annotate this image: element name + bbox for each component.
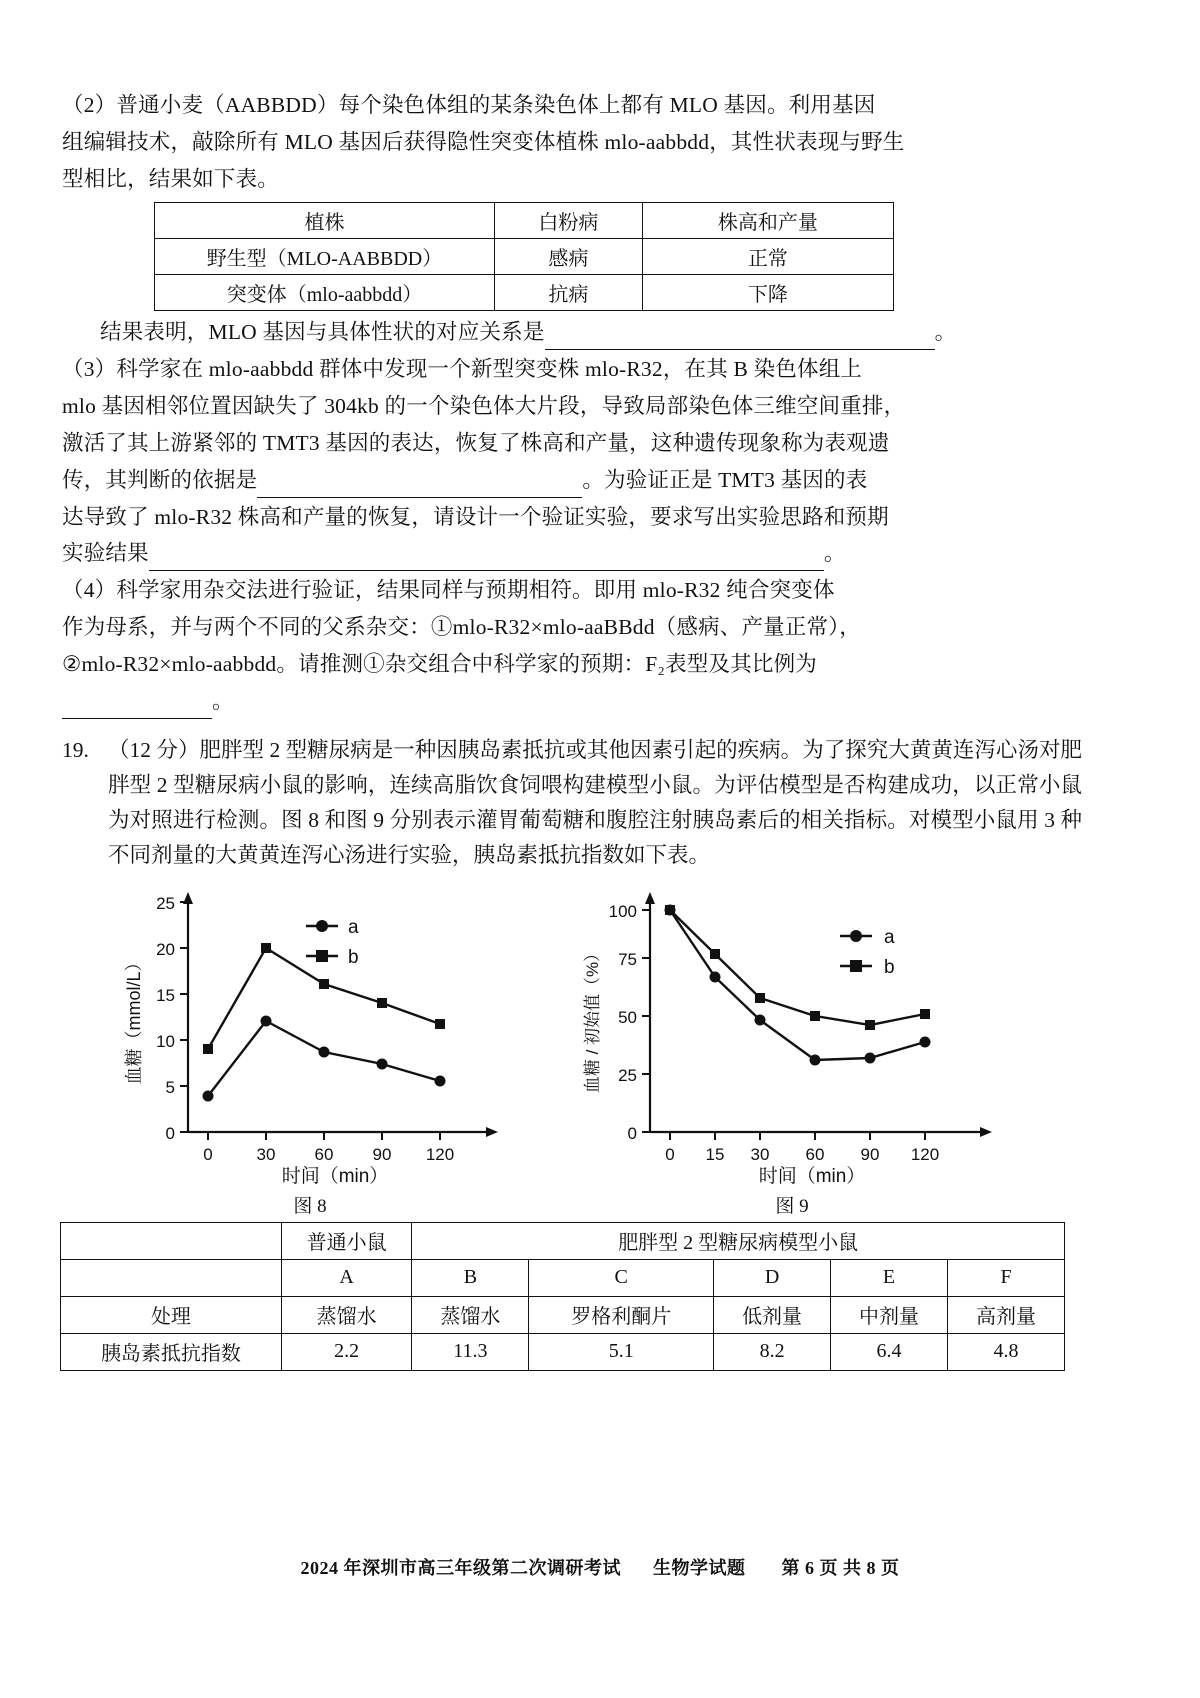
figure-9-legend xyxy=(840,927,895,978)
svg-text:0: 0 xyxy=(165,1123,175,1143)
q4-line4 xyxy=(62,684,1082,719)
svg-text:0: 0 xyxy=(665,1144,675,1164)
page-footer xyxy=(0,1554,1200,1580)
table-header-powdery: 白粉病 xyxy=(494,203,642,239)
cell-wildtype-name: 野生型（MLO-AABBDD） xyxy=(155,239,495,275)
q4-blank[interactable] xyxy=(62,695,212,719)
q2-answer-period: 。 xyxy=(934,320,957,345)
question-19-text: （12 分）肥胖型 2 型糖尿病是一种因胰岛素抵抗或其他因素引起的疾病。为了探究大黄黄连泻心汤对肥胖型 2 型糖尿病小鼠的影响，连续高脂饮食饲喂构建模型小鼠。为评估模型是否构建成功，以正常小鼠为对照进行检测。图 8 和图 9 分别表示灌胃葡萄糖和腹腔注射胰岛素后的相关指标。对模型小鼠用 3 种不同剂量的大黄黄连泻心汤进行实验，胰岛素抵抗指数如下表。 xyxy=(108,737,1082,868)
figure-8-xlabel: 时间（min） xyxy=(281,1165,389,1184)
cell-mutant-powdery: 抗病 xyxy=(494,275,642,311)
svg-text:30: 30 xyxy=(750,1144,770,1164)
cell-model-mice: 肥胖型 2 型糖尿病模型小鼠 xyxy=(412,1222,1065,1259)
q2-answer-line xyxy=(62,315,1082,350)
q3-line1 xyxy=(62,352,1082,387)
svg-text:20: 20 xyxy=(156,939,175,959)
index-f: 4.8 xyxy=(948,1333,1065,1370)
index-d: 8.2 xyxy=(714,1333,831,1370)
legend-b-label: b xyxy=(348,946,359,968)
q3-line2-text: mlo 基因相邻位置因缺失了 304kb 的一个染色体大片段，导致局部染色体三维空间重排， xyxy=(62,394,906,419)
q3-line3-text: 激活了其上游紧邻的 TMT3 基因的表达，恢复了株高和产量，这种遗传现象称为表观遗 xyxy=(62,430,890,455)
q3-line5 xyxy=(62,500,1082,535)
svg-text:15: 15 xyxy=(156,985,175,1005)
table-row xyxy=(155,239,894,275)
q3-line4 xyxy=(62,463,1082,498)
table-header-plant: 植株 xyxy=(155,203,495,239)
footer-exam-name: 2024 年深圳市高三年级第二次调研考试 xyxy=(300,1558,621,1578)
cell-letter-f: F xyxy=(948,1259,1065,1296)
table-row xyxy=(155,275,894,311)
q4-line2-text: 作为母系，并与两个不同的父系杂交：①mlo-R32×mlo-aaBBdd（感病、产量正常）， xyxy=(62,615,861,640)
svg-text:5: 5 xyxy=(165,1077,175,1097)
svg-text:75: 75 xyxy=(618,949,637,969)
q3-line4-prompt: 传，其判断的依据是 xyxy=(62,467,258,492)
q3-line6-tail: 。 xyxy=(823,541,846,566)
index-b: 11.3 xyxy=(412,1333,529,1370)
figure-8-caption: 图 8 xyxy=(293,1195,327,1217)
cell-letter-e: E xyxy=(831,1259,948,1296)
svg-text:60: 60 xyxy=(805,1144,825,1164)
question-19 xyxy=(62,733,1082,874)
legend-a-label-9: a xyxy=(884,926,895,948)
svg-text:90: 90 xyxy=(860,1144,880,1164)
q4-line4-period: 。 xyxy=(212,688,234,713)
treatment-d: 低剂量 xyxy=(714,1296,831,1333)
page-content xyxy=(62,88,1082,1371)
q2-line1-text: （2）普通小麦（AABBDD）每个染色体组的某条染色体上都有 MLO 基因。利用基因 xyxy=(62,93,876,117)
svg-text:120: 120 xyxy=(910,1144,940,1164)
treatment-f: 高剂量 xyxy=(948,1296,1065,1333)
q3-blank-1[interactable] xyxy=(257,474,582,498)
figure-8 xyxy=(110,884,510,1218)
cell-letter-b: B xyxy=(412,1259,529,1296)
legend-a-label: a xyxy=(348,916,359,938)
row-label-treatment: 处理 xyxy=(61,1296,282,1333)
cell-letter-d: D xyxy=(714,1259,831,1296)
q3-line1-text: （3）科学家在 mlo-aabbdd 群体中发现一个新型突变株 mlo-R32，在其 B 染色体组上 xyxy=(62,357,863,382)
svg-text:0: 0 xyxy=(203,1144,213,1164)
footer-page-number: 第 6 页 共 8 页 xyxy=(781,1558,900,1578)
figures-area xyxy=(62,884,1082,1217)
q3-blank-2[interactable] xyxy=(149,548,824,572)
treatment-a: 蒸馏水 xyxy=(281,1296,412,1333)
figure-8-legend xyxy=(306,917,359,968)
cell-empty-corner xyxy=(61,1222,282,1259)
cell-wildtype-height: 正常 xyxy=(642,239,893,275)
q4-line1 xyxy=(62,573,1082,608)
q2-line3-text: 型相比，结果如下表。 xyxy=(62,166,280,191)
q4-line3 xyxy=(62,647,1082,682)
figure-9-xlabel: 时间（min） xyxy=(758,1165,866,1184)
cell-mutant-height: 下降 xyxy=(642,275,893,311)
table-header-height: 株高和产量 xyxy=(642,203,893,239)
table-row xyxy=(61,1222,1065,1259)
cell-normal-mice: 普通小鼠 xyxy=(281,1222,412,1259)
q4-line1-text: （4）科学家用杂交法进行验证，结果同样与预期相符。即用 mlo-R32 纯合突变体 xyxy=(62,578,835,603)
q4-line3-text: ②mlo-R32×mlo-aabbdd。请推测①杂交组合中科学家的预期：F₂表型及其比例为 xyxy=(62,651,817,676)
svg-text:50: 50 xyxy=(618,1007,637,1027)
q3-line6-prompt: 实验结果 xyxy=(62,541,149,566)
q2-line1 xyxy=(62,88,1082,123)
svg-text:120: 120 xyxy=(425,1144,455,1164)
table-row xyxy=(61,1259,1065,1296)
svg-text:25: 25 xyxy=(156,893,175,913)
insulin-table-wrapper xyxy=(60,1222,1065,1371)
wheat-table xyxy=(154,202,894,311)
q2-answer-prompt: 结果表明，MLO 基因与具体性状的对应关系是 xyxy=(100,320,545,345)
cell-letter-a: A xyxy=(281,1259,412,1296)
q3-line6 xyxy=(62,536,1082,571)
svg-text:0: 0 xyxy=(627,1123,637,1143)
svg-text:90: 90 xyxy=(372,1144,392,1164)
q2-line2 xyxy=(62,125,1082,160)
treatment-b: 蒸馏水 xyxy=(412,1296,529,1333)
footer-subject: 生物学试题 xyxy=(653,1558,746,1578)
q3-line4-tail: 。为验证正是 TMT3 基因的表 xyxy=(582,467,868,492)
q4-line2 xyxy=(62,610,1082,645)
cell-letter-c: C xyxy=(529,1259,714,1296)
figure-9-svg xyxy=(562,884,1022,1184)
svg-text:15: 15 xyxy=(705,1144,725,1164)
figure-9-caption: 图 9 xyxy=(775,1195,809,1217)
cell-letters-blank xyxy=(61,1259,282,1296)
index-e: 6.4 xyxy=(831,1333,948,1370)
figure-8-ylabel: 血糖（mmol/L） xyxy=(124,953,144,1085)
q2-answer-blank[interactable] xyxy=(545,327,935,351)
table-row xyxy=(61,1296,1065,1333)
cell-mutant-name: 突变体（mlo-aabbdd） xyxy=(155,275,495,311)
table-row xyxy=(61,1333,1065,1370)
index-c: 5.1 xyxy=(529,1333,714,1370)
svg-text:100: 100 xyxy=(608,901,637,921)
q2-line2-text: 组编辑技术，敲除所有 MLO 基因后获得隐性突变体植株 mlo-aabbdd，其性状表现与野生 xyxy=(62,129,905,154)
insulin-table xyxy=(60,1222,1065,1371)
figure-9 xyxy=(562,884,1022,1218)
svg-text:30: 30 xyxy=(256,1144,276,1164)
index-a: 2.2 xyxy=(281,1333,412,1370)
treatment-e: 中剂量 xyxy=(831,1296,948,1333)
wheat-table-wrapper xyxy=(154,202,894,311)
legend-b-label-9: b xyxy=(884,956,895,978)
figure-9-ylabel: 血糖 / 初始值（%） xyxy=(583,944,602,1093)
svg-text:60: 60 xyxy=(314,1144,334,1164)
table-row xyxy=(155,203,894,239)
q3-line5-text: 达导致了 mlo-R32 株高和产量的恢复，请设计一个验证实验，要求写出实验思路和预期 xyxy=(62,504,889,529)
figure-8-svg xyxy=(110,884,510,1184)
cell-wildtype-powdery: 感病 xyxy=(494,239,642,275)
svg-text:25: 25 xyxy=(618,1065,637,1085)
q3-line2 xyxy=(62,389,1082,424)
row-label-index: 胰岛素抵抗指数 xyxy=(61,1333,282,1370)
treatment-c: 罗格利酮片 xyxy=(529,1296,714,1333)
question-19-number: 19. xyxy=(62,737,89,762)
q3-line3 xyxy=(62,426,1082,461)
svg-text:10: 10 xyxy=(156,1031,175,1051)
q2-line3 xyxy=(62,162,1082,197)
